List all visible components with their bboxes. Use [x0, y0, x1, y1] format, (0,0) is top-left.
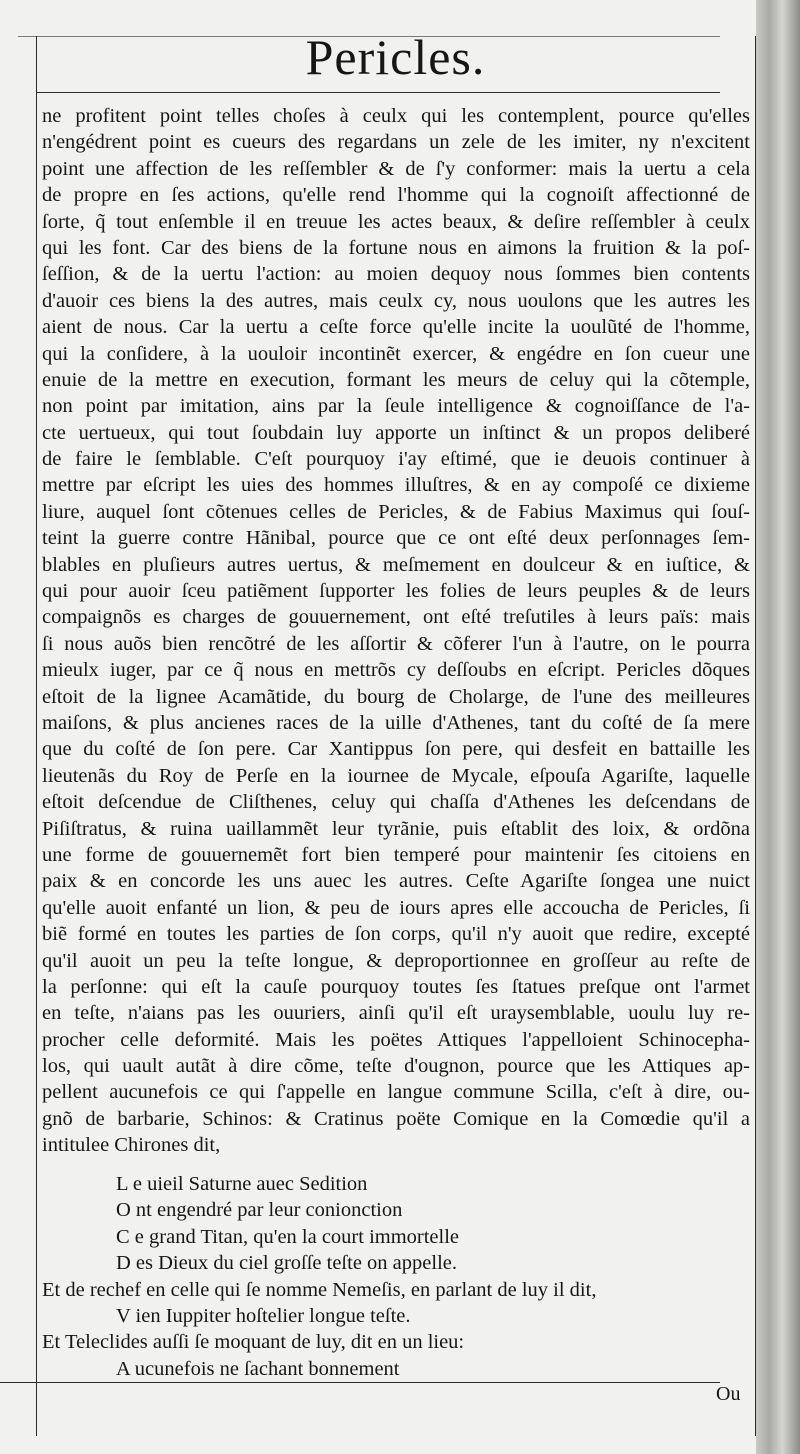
- text-line: mettre par eſcript les uies des hommes illuſtres, & en ay compoſé ce dixieme: [42, 474, 750, 497]
- text-line: cte uertueux, qui tout ſoubdain luy apporte un inſtinct & un propos deliberé: [42, 421, 750, 444]
- text-line: qu'il auoit un peu la teſte longue, & deproportionnee en groſſeur au reſte de: [42, 949, 750, 972]
- text-line: blables en pluſieurs autres uertus, & meſmement en doulceur & en iuſtice, &: [42, 553, 750, 576]
- text-line: non point par imitation, ains par la ſeule intelligence & cognoiſſance de l'a-: [42, 395, 750, 418]
- text-line: enuie de la mettre en execution, formant les meurs de celuy qui la cõtemple,: [42, 368, 750, 391]
- text-line: d'auoir ces biens la des autres, mais ceulx cy, nous uoulons que les autres les: [42, 289, 750, 312]
- text-line: maiſons, & plus ancienes races de la uille d'Athenes, tant du coſté de ſa mere: [42, 711, 750, 734]
- text-line: eſtoit de la lignee Acamãtide, du bourg de Cholarge, de l'une des meilleures: [42, 685, 750, 708]
- body-text: [42, 103, 750, 1159]
- text-line: compaignõs es charges de gouuernement, ont eſté treſutiles à leurs païs: mais: [42, 606, 750, 629]
- header-rule: [36, 92, 720, 93]
- verse-line: C e grand Titan, qu'en la court immortelle: [116, 1225, 460, 1248]
- text-line: qui pour auoir ſceu patiẽment ſupporter les folies de leurs peuples & de leurs: [42, 580, 750, 603]
- verse-line: O nt engendré par leur conionction: [116, 1199, 403, 1222]
- prose-line: Et Teleclides auſſi ſe moquant de luy, dit en un lieu:: [42, 1331, 465, 1354]
- text-line: intitulee Chirones dit,: [42, 1134, 221, 1157]
- text-line: de propre en ſes actions, qu'elle rend l'homme qui la cognoiſt affectionné de: [42, 184, 750, 207]
- text-line: paix & en concorde les uns auec les autres. Ceſte Agariſte ſongea une nuict: [42, 870, 750, 893]
- text-line: los, qui uault autãt à dire cõme, teſte d'ougnon, pource que les Attiques ap-: [42, 1055, 750, 1078]
- text-line: la perſonne: qui eſt la cauſe pourquoy toutes ſes ſtatues preſque ont l'armet: [42, 975, 750, 998]
- book-binding-edge: [756, 0, 800, 1454]
- text-line: qu'elle auoit enfanté un lion, & peu de iours apres elle accoucha de Pericles, ſi: [42, 896, 750, 919]
- verse-line: A ucunefois ne ſachant bonnement: [116, 1357, 400, 1380]
- text-line: ne profitent point telles choſes à ceulx qui les contemplent, pource qu'elles: [42, 105, 750, 127]
- bottom-rule: [0, 1382, 720, 1383]
- text-line: n'engédrent point es cueurs des regardans un zele de les imiter, ny n'excitent: [42, 131, 750, 154]
- catchword: Ou: [716, 1383, 741, 1405]
- text-line: ſeſſion, & de la uertu l'action: au moien dequoy nous ſommes bien contents: [42, 263, 750, 286]
- text-line: procher celle deformité. Mais les poëtes Attiques l'appelloient Schinocepha-: [42, 1028, 750, 1051]
- text-line: gnõ de barbarie, Schinos: & Cratinus poëte Comique en la Comœdie qu'il a: [42, 1107, 750, 1130]
- text-line: liure, auquel ſont cõtenues celles de Pericles, & de Fabius Maximus qui ſouſ-: [42, 500, 750, 523]
- verse-line: V ien Iuppiter hoſtelier longue teſte.: [116, 1304, 411, 1327]
- text-line: biẽ formé en toutes les parties de ſon corps, qu'il n'y auoit que redire, excepté: [42, 923, 750, 946]
- text-line: en teſte, n'aians pas les ouuriers, ainſi qu'il eſt uraysemblable, uoulu luy re-: [42, 1002, 750, 1025]
- text-line: pellent aucunefois ce qui ſ'appelle en langue commune Scilla, c'eſt à dire, ou-: [42, 1081, 750, 1104]
- prose-line: Et de rechef en celle qui ſe nomme Nemeſis, en parlant de luy il dit,: [42, 1278, 597, 1301]
- text-line: Piſiſtratus, & ruina uaillammẽt leur tyrãnie, puis eſtablit des loix, & ordõna: [42, 817, 750, 840]
- text-line: qui les font. Car des biens de la fortune nous en aimons la fruition & la poſ-: [42, 236, 750, 259]
- text-line: point une affection de les reſſembler & de ſ'y conformer: mais la uertu a cela: [42, 157, 750, 180]
- text-line: eſtoit deſcendue de Cliſthenes, celuy qui chaſſa d'Athenes les deſcendans de: [42, 791, 750, 814]
- text-line: de faire le ſemblable. C'eſt pourquoy i'ay eſtimé, que ie deuois continuer à: [42, 448, 750, 471]
- text-line: qui la conſidere, à la uouloir incontinẽt exercer, & engédre en ſon cueur une: [42, 342, 750, 365]
- verse-quotation: [42, 1171, 750, 1382]
- verse-line: L e uieil Saturne auec Sedition: [116, 1173, 368, 1195]
- text-line: mieulx iuger, par ce q̃ nous en mettrõs cy deſſoubs en eſcript. Pericles dõques: [42, 659, 750, 682]
- text-line: lieutenãs du Roy de Perſe en la iournee de Mycale, eſpouſa Agariſte, laquelle: [42, 764, 750, 787]
- text-line: ſi nous auõs bien rencõtré de les aſſortir & cõferer l'un à l'autre, on le pourra: [42, 632, 750, 655]
- running-title: Pericles.: [305, 29, 486, 85]
- left-margin-rule: [36, 36, 37, 1436]
- text-line: teint la guerre contre Hãnibal, pource que ce ont eſté deux perſonnages ſem-: [42, 527, 750, 550]
- text-line: une forme de gouuernemẽt fort bien temperé pour maintenir ſes citoiens en: [42, 843, 750, 866]
- text-line: que du coſté de ſon pere. Car Xantippus ſon pere, qui desfeit en battaille les: [42, 738, 750, 761]
- text-line: aient de nous. Car la uertu a ceſte force qu'elle incite la uoulũté de l'homme,: [42, 316, 750, 339]
- text-line: ſorte, q̃ tout enſemble il en treuue les actes beaux, & deſire reſſembler à ceulx: [42, 210, 750, 233]
- verse-line: D es Dieux du ciel groſſe teſte on appelle.: [116, 1252, 457, 1275]
